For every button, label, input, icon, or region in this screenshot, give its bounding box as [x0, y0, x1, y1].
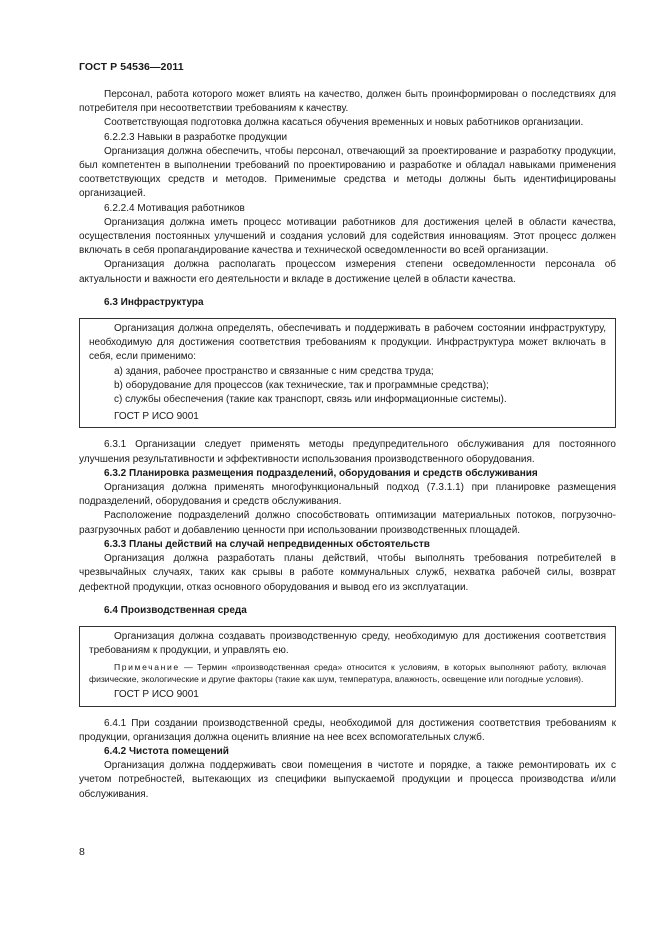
page-content [79, 88, 616, 802]
paragraph-6-4-1: 6.4.1 При создании производственной среды, необходимой для достижения соответствия требованиям к продукции, организация должна оценить влияние на нее всех вспомогательных служб. [79, 717, 616, 743]
paragraph: Организация должна иметь процесс мотивации работников для достижения целей в области качества, осуществления постоянных улучшений и создания условий для содействия инновациям. Этот процесс должен включать в себя пропагандирование качества и технической осведомленности во всей организации. [79, 216, 616, 257]
standard-reference: ГОСТ Р ИСО 9001 [114, 411, 199, 423]
subsection-heading-6-3-2: 6.3.2 Планировка размещения подразделений, оборудования и средств обслуживания [104, 467, 538, 479]
page-number: 8 [79, 846, 85, 858]
note [89, 661, 606, 685]
box-text: Организация должна создавать производственную среду, необходимую для достижения соответствия требованиям к продукции, и управлять ею. [89, 630, 606, 657]
box-text: Организация должна определять, обеспечивать и поддерживать в рабочем состоянии инфраструктуру, необходимую для достижения соответствия требованиям к продукции. Инфраструктура может включать в себя, если применимо: [89, 323, 606, 363]
paragraph: Персонал, работа которого может влиять на качество, должен быть проинформирован о последствиях для потребителя при несоответствии требованиям к качеству. [79, 89, 616, 115]
document-header: ГОСТ Р 54536—2011 [79, 61, 184, 73]
paragraph: Организация должна применять многофункциональный подход (7.3.1.1) при планировке размещения подразделений, оборудования и средств обслуживания. [79, 482, 616, 508]
paragraph: Организация должна разработать планы действий, чтобы выполнять требования потребителей в чрезвычайных случаях, таких как срывы в работе коммунальных служб, нехватка рабочей силы, возврат дефектной продукции, отказ основного оборудования и вывод его из эксплуатации. [79, 553, 616, 593]
paragraph: Организация должна располагать процессом измерения степени осведомленности персонала об актуальности и важности его деятельности и вкладе в достижение целей в области качества. [79, 259, 616, 285]
paragraph: Соответствующая подготовка должна касаться обучения временных и новых работников организации. [104, 117, 584, 129]
section-heading-6-4: 6.4 Производственная среда [104, 604, 247, 616]
paragraph-6-3-1: 6.3.1 Организации следует применять методы предупредительного обслуживания для постоянного улучшения результативности и эффективности использования производственного оборудования. [79, 439, 616, 465]
subsection-heading-6-4-2: 6.4.2 Чистота помещений [104, 745, 229, 757]
paragraph: Расположение подразделений должно способствовать оптимизации материальных потоков, погрузочно-разгрузочных работ и добавлению ценности при использовании производственных площадей. [79, 510, 616, 536]
paragraph: Организация должна обеспечить, чтобы персонал, отвечающий за проектирование и разработку продукции, был компетентен в выполнении требований по проектированию и разработке и обладал навыками применения соответствующих средств и методов. Применимые средства и методы должны быть идентифицированы организацией. [79, 145, 616, 200]
paragraph: Организация должна поддерживать свои помещения в чистоте и порядке, а также ремонтировать их с учетом потребностей, вытекающих из специфики выпускаемой продукции и процесса производства и/или обслуживания. [79, 760, 616, 800]
subsection-heading-6-2-2-4: 6.2.2.4 Мотивация работников [104, 202, 245, 214]
list-item: a) здания, рабочее пространство и связанные с ним средства труда; [114, 365, 434, 377]
section-heading-6-3: 6.3 Инфраструктура [104, 296, 204, 308]
note-text: — Термин «производственная среда» относится к условиям, в которых выполняют работу, включая физические, экологические и другие факторы (такие как шум, температура, влажность, освещение или погодные условия). [89, 662, 606, 685]
list-item: c) службы обеспечения (такие как транспорт, связь или информационные системы). [114, 394, 507, 406]
quoted-requirement-box [79, 626, 616, 707]
list-item: b) оборудование для процессов (как технические, так и программные средства); [114, 379, 489, 391]
subsection-heading-6-3-3: 6.3.3 Планы действий на случай непредвиденных обстоятельств [104, 538, 430, 550]
note-label: Примечание [114, 662, 180, 673]
subsection-heading-6-2-2-3: 6.2.2.3 Навыки в разработке продукции [104, 131, 288, 143]
quoted-requirement-box [79, 318, 616, 428]
standard-reference: ГОСТ Р ИСО 9001 [114, 689, 199, 701]
